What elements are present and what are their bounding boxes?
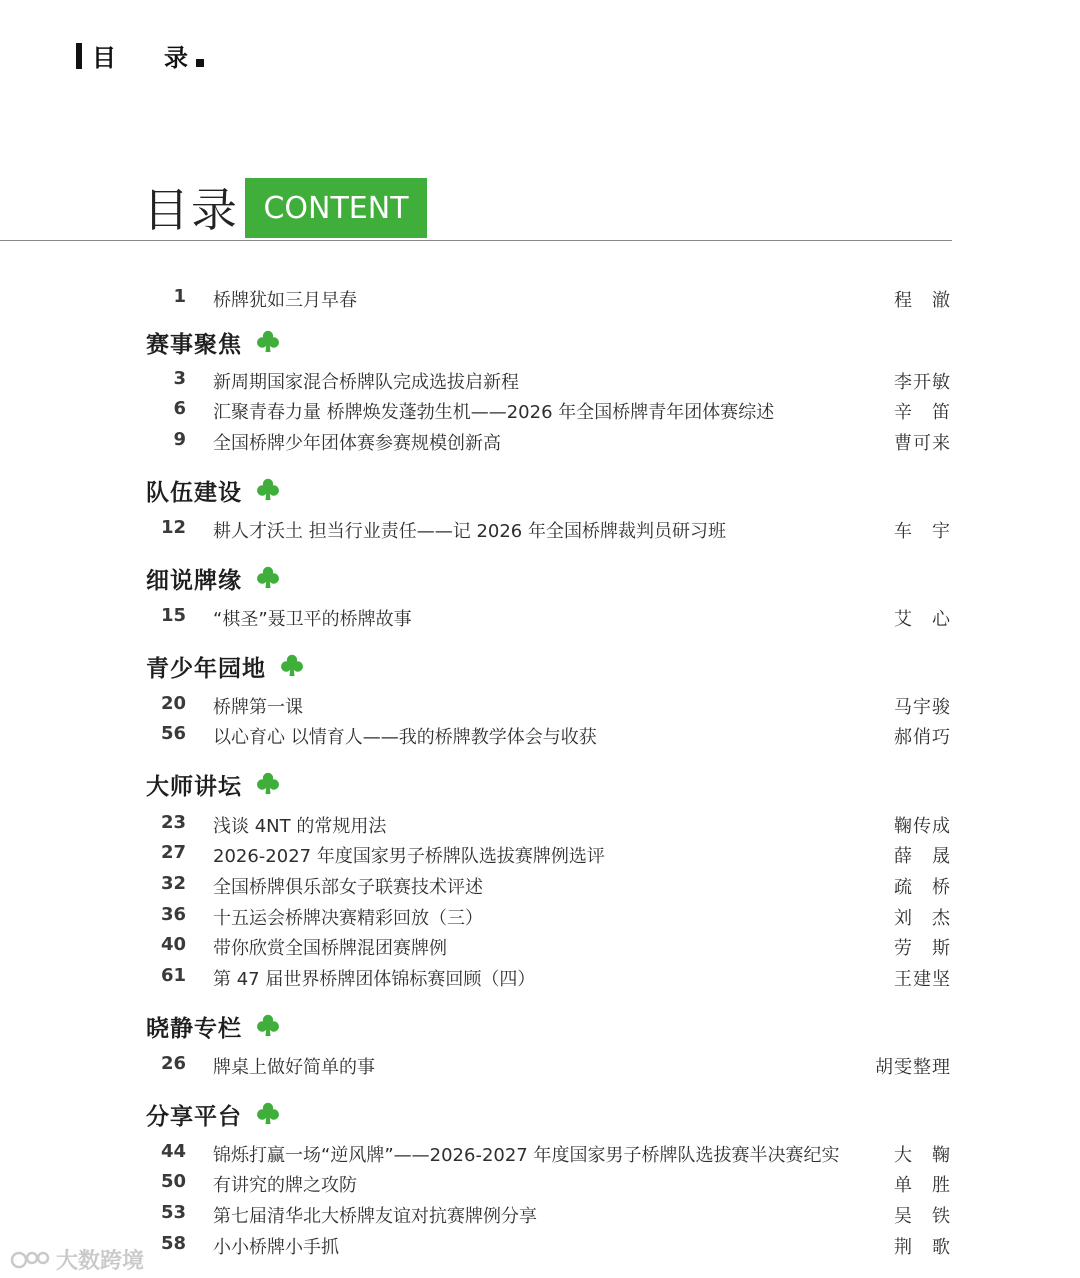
toc-article-title: 带你欣赏全国桥牌混团赛牌例 [213,938,447,959]
title-divider [0,240,952,241]
toc-page-number: 27 [160,842,186,863]
toc-entry[interactable] [0,394,1080,424]
section-name: 队伍建设 [146,479,242,506]
toc-author: 程 澈 [894,290,951,311]
toc-section-heading [146,1006,280,1046]
toc-page-number: 6 [173,398,186,419]
toc-page-number: 58 [160,1233,186,1254]
toc-page-number: 40 [160,934,186,955]
page-title [143,178,427,238]
toc-entry[interactable] [0,900,1080,930]
toc-page-number: 53 [160,1202,186,1223]
toc-entry[interactable] [0,513,1080,543]
toc-author: 郝俏巧 [894,727,951,748]
toc-entry[interactable] [0,1167,1080,1197]
toc-author: 艾 心 [894,609,951,630]
toc-entry[interactable] [0,719,1080,749]
toc-entry[interactable] [0,1229,1080,1259]
toc-entry[interactable] [0,425,1080,455]
header-bar-mark [76,43,82,69]
toc-article-title: 桥牌犹如三月早春 [213,290,357,311]
toc-article-title: 第 47 届世界桥牌团体锦标赛回顾（四） [213,969,536,990]
toc-article-title: “棋圣”聂卫平的桥牌故事 [213,609,412,630]
section-name: 青少年园地 [146,655,266,682]
toc-author: 车 宇 [894,521,951,542]
toc-article-title: 以心育心 以情育人——我的桥牌教学体会与收获 [213,727,597,748]
toc-page-number: 3 [173,368,186,389]
club-icon [280,653,304,679]
toc-entry[interactable] [0,601,1080,631]
section-name: 晓静专栏 [146,1015,242,1042]
toc-page-number: 61 [160,965,186,986]
toc-author: 胡雯整理 [875,1057,951,1078]
toc-author: 劳 斯 [894,938,951,959]
toc-author: 刘 杰 [894,908,951,929]
watermark [10,1244,144,1275]
toc-article-title: 全国桥牌俱乐部女子联赛技术评述 [213,877,483,898]
toc-section-heading [146,558,280,598]
toc-author: 疏 桥 [894,877,951,898]
toc-author: 吴 铁 [894,1206,951,1227]
toc-article-title: 新周期国家混合桥牌队完成选拔启新程 [213,372,519,393]
toc-article-title: 十五运会桥牌决赛精彩回放（三） [213,908,483,929]
toc-author: 马宇骏 [894,697,951,718]
toc-article-title: 汇聚青春力量 桥牌焕发蓬勃生机——2026 年全国桥牌青年团体赛综述 [213,402,775,423]
section-name: 大师讲坛 [146,773,242,800]
toc-author: 辛 笛 [894,402,951,423]
toc-page-number: 36 [160,904,186,925]
toc-entry[interactable] [0,869,1080,899]
toc-article-title: 全国桥牌少年团体赛参赛规模创新高 [213,433,501,454]
toc-author: 单 胜 [894,1175,951,1196]
toc-section-heading [146,646,304,686]
toc-author: 大 鞠 [894,1145,951,1166]
toc-entry[interactable] [0,689,1080,719]
watermark-text: 大数跨境 [56,1249,145,1274]
club-icon [256,565,280,591]
toc-section-heading [146,1094,280,1134]
club-icon [256,771,280,797]
toc-page-number: 50 [160,1171,186,1192]
club-icon [256,477,280,503]
toc-article-title: 锦烁打赢一场“逆风牌”——2026-2027 年度国家男子桥牌队选拔赛半决赛纪实 [213,1145,840,1166]
toc-article-title: 第七届清华北大桥牌友谊对抗赛牌例分享 [213,1206,537,1227]
toc-article-title: 2026-2027 年度国家男子桥牌队选拔赛牌例选评 [213,846,605,867]
toc-entry[interactable] [0,838,1080,868]
toc-page-number: 9 [173,429,186,450]
section-name: 分享平台 [146,1103,242,1130]
section-name: 赛事聚焦 [146,331,242,358]
club-icon [256,1101,280,1127]
header-label-left: 目 [92,44,116,72]
toc-page-number: 56 [160,723,186,744]
toc-entry[interactable] [0,1049,1080,1079]
toc-author: 鞠传成 [894,816,951,837]
toc-author: 李开敏 [894,372,951,393]
toc-page-number: 26 [160,1053,186,1074]
toc-entry[interactable] [0,282,1080,312]
toc-author: 荆 歌 [894,1237,951,1258]
toc-article-title: 耕人才沃土 担当行业责任——记 2026 年全国桥牌裁判员研习班 [213,521,726,542]
toc-entry[interactable] [0,1137,1080,1167]
toc-section-heading [146,764,280,804]
toc-entry[interactable] [0,1198,1080,1228]
toc-page-number: 20 [160,693,186,714]
toc-entry[interactable] [0,961,1080,991]
title-english-badge: CONTENT [245,178,427,238]
toc-page-number: 12 [160,517,186,538]
toc-article-title: 有讲究的牌之攻防 [213,1175,357,1196]
toc-section-heading [146,470,280,510]
club-icon [256,1013,280,1039]
header-label-right: 录 [164,44,188,72]
toc-author: 王建坚 [894,969,951,990]
toc-entry[interactable] [0,930,1080,960]
toc-page-number: 32 [160,873,186,894]
toc-article-title: 浅谈 4NT 的常规用法 [213,816,387,837]
club-icon [256,329,280,355]
toc-section-heading [146,322,280,362]
toc-author: 薛 晟 [894,846,951,867]
running-header [76,38,204,73]
toc-article-title: 桥牌第一课 [213,697,303,718]
toc-page-number: 15 [160,605,186,626]
toc-page-number: 44 [160,1141,186,1162]
toc-author: 曹可来 [894,433,951,454]
toc-page-number: 23 [160,812,186,833]
toc-page-number: 1 [173,286,186,307]
section-name: 细说牌缘 [146,567,242,594]
watermark-logo-icon [10,1247,50,1273]
toc-entry[interactable] [0,808,1080,838]
header-square-mark [196,59,204,67]
toc-article-title: 小小桥牌小手抓 [213,1237,339,1258]
toc-article-title: 牌桌上做好简单的事 [213,1057,375,1078]
toc-entry[interactable] [0,364,1080,394]
title-chinese: 目录 [143,183,239,237]
